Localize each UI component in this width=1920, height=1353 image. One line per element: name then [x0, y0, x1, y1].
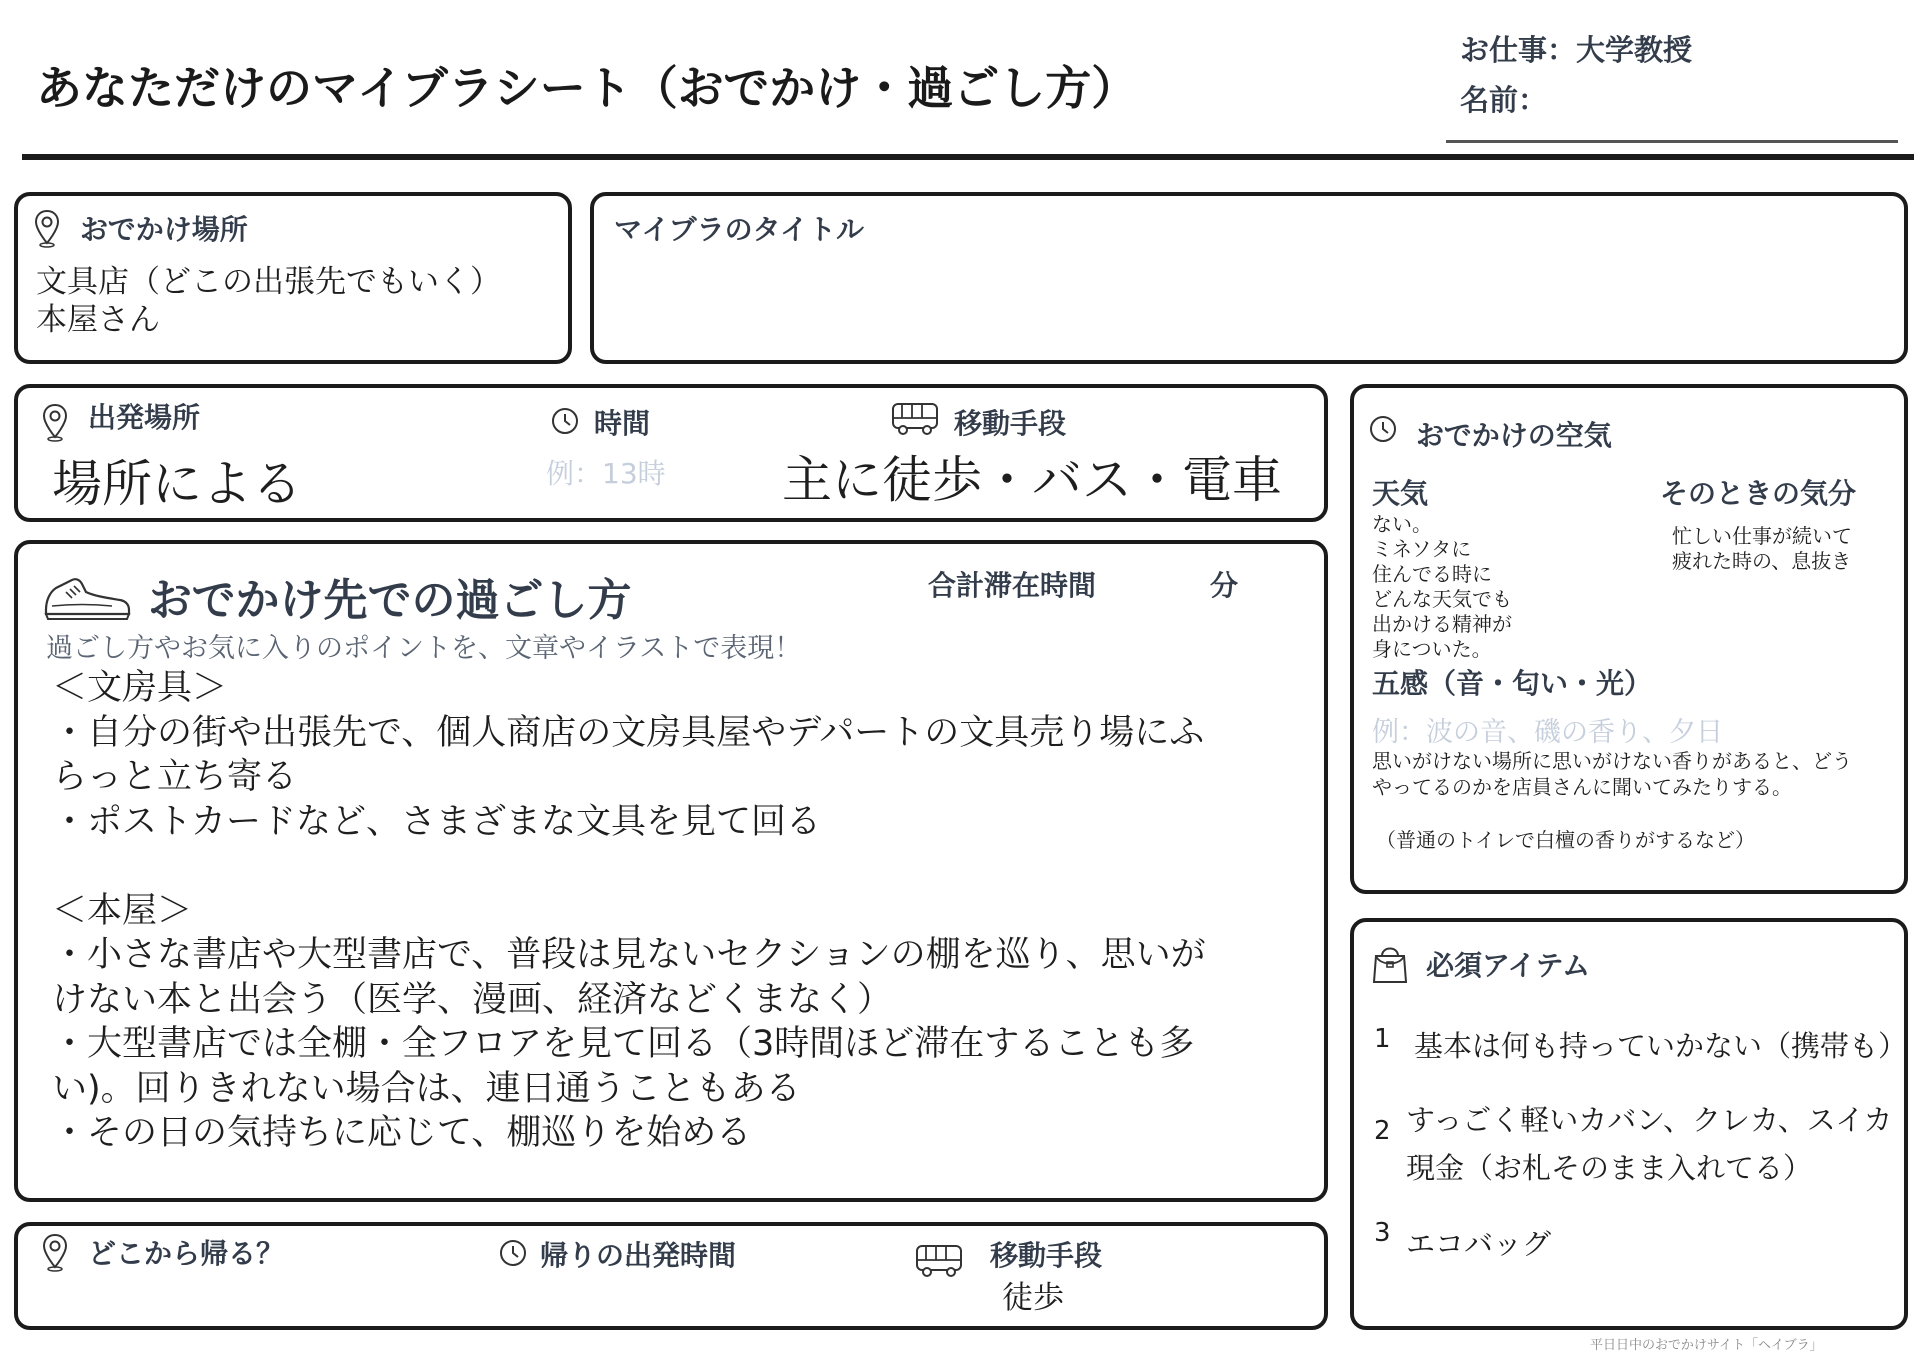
weather-line: どんな天気でも — [1372, 587, 1512, 611]
item-text: すっごく軽いカバン、クレカ、スイカ — [1406, 1103, 1893, 1137]
return-time-label: 帰りの出発時間 — [540, 1239, 737, 1272]
spend-body-line: けない本と出会う（医学、漫画、経済などくまなく） — [52, 979, 893, 1020]
stay-time-unit: 分 — [1210, 569, 1239, 602]
weather-text — [1372, 512, 1512, 662]
departure-place-label: 出発場所 — [88, 401, 201, 434]
senses-label: 五感（音・匂い・光） — [1372, 667, 1653, 700]
page-title: あなただけのマイブラシート（おでかけ・過ごし方） — [36, 61, 1138, 115]
weather-line: ない。 — [1372, 512, 1432, 536]
destination-label: おでかけ場所 — [80, 213, 248, 246]
item-text: 現金（お札そのまま入れてる） — [1406, 1151, 1813, 1185]
senses-note: （普通のトイレで白檀の香りがするなど） — [1376, 828, 1755, 852]
bus-icon — [890, 400, 940, 438]
spend-body-line: ・自分の街や出張先で、個人商店の文房具屋やデパートの文具売り場にふ — [52, 712, 1205, 753]
mood-line: 疲れた時の、息抜き — [1672, 549, 1852, 573]
spend-body-line: ＜本屋＞ — [52, 890, 193, 931]
spend-body-line: い)。回りきれない場合は、連日通うこともある — [52, 1068, 801, 1109]
destination-box — [14, 192, 572, 364]
departure-box — [14, 384, 1328, 522]
weather-line: 身についた。 — [1372, 637, 1492, 661]
senses-line: 思いがけない場所に思いがけない香りがあると、どう — [1372, 749, 1852, 773]
item-number: 1 — [1374, 1024, 1391, 1054]
weather-line: 住んでる時に — [1372, 562, 1492, 586]
departure-place-value: 場所による — [52, 455, 302, 513]
clock-icon — [498, 1238, 528, 1268]
spend-box — [14, 540, 1328, 1202]
mood-text — [1672, 524, 1852, 574]
item-text: エコバッグ — [1406, 1227, 1552, 1261]
atmosphere-box — [1350, 384, 1908, 894]
spend-body-line: ・その日の気持ちに応じて、棚巡りを始める — [52, 1113, 752, 1153]
location-pin-icon — [40, 402, 70, 442]
spend-body-line: ＜文房具＞ — [52, 668, 228, 708]
spend-body-line: らっと立ち寄る — [52, 757, 298, 797]
departure-transport-label: 移動手段 — [954, 407, 1067, 440]
atmosphere-label: おでかけの空気 — [1416, 419, 1612, 452]
mood-line: 忙しい仕事が続いて — [1672, 524, 1852, 548]
clock-icon — [1368, 414, 1398, 444]
return-transport-label: 移動手段 — [990, 1239, 1103, 1272]
stay-time-label: 合計滞在時間 — [928, 569, 1097, 602]
location-pin-icon — [40, 1232, 70, 1272]
return-transport-value: 徒歩 — [1002, 1280, 1064, 1316]
departure-transport-value: 主に徒歩・バス・電車 — [782, 451, 1282, 509]
destination-line-2: 本屋さん — [36, 302, 160, 338]
item-number: 3 — [1374, 1218, 1391, 1248]
weather-line: ミネソタに — [1372, 537, 1472, 561]
clock-icon — [550, 406, 580, 436]
footer-credit: 平日日中のおでかけサイト「ヘイブラ」 — [1590, 1338, 1823, 1353]
spend-title: おでかけ先での過ごし方 — [148, 575, 632, 626]
return-place-label: どこから帰る？ — [88, 1237, 285, 1270]
name-underline — [1446, 140, 1898, 143]
spend-body-line: ・小さな書店や大型書店で、普段は見ないセクションの棚を巡り、思いが — [52, 935, 1206, 975]
handbag-icon — [1370, 940, 1410, 986]
mybura-title-box — [590, 192, 1908, 364]
spend-subtitle: 過ごし方やお気に入りのポイントを、文章やイラストで表現！ — [46, 633, 802, 664]
spend-body-line — [52, 844, 1206, 889]
mood-label: そのときの気分 — [1660, 477, 1857, 510]
departure-time-label: 時間 — [594, 407, 651, 440]
items-box — [1350, 918, 1908, 1330]
items-label: 必須アイテム — [1426, 949, 1591, 982]
location-pin-icon — [32, 208, 62, 248]
name-label: 名前： — [1460, 83, 1548, 117]
mybura-title-label: マイブラのタイトル — [614, 213, 865, 246]
weather-line: 出かける精神が — [1372, 612, 1512, 636]
header-divider — [22, 154, 1914, 160]
spend-body-line: ・大型書店では全棚・全フロアを見て回る（3時間ほど滞在することも多 — [52, 1024, 1195, 1064]
job-label: お仕事：大学教授 — [1460, 33, 1693, 67]
item-text: 基本は何も持っていかない（携帯も） — [1414, 1029, 1908, 1063]
senses-text — [1372, 748, 1852, 800]
sneaker-icon — [42, 570, 132, 622]
spend-body — [52, 666, 1206, 1156]
weather-label: 天気 — [1372, 477, 1429, 510]
return-box — [14, 1222, 1328, 1330]
item-number: 2 — [1374, 1116, 1391, 1146]
senses-line: やってるのかを店員さんに聞いてみたりする。 — [1372, 775, 1792, 799]
spend-body-line: ・ポストカードなど、さまざまな文具を見て回る — [52, 801, 821, 842]
bus-icon — [914, 1242, 964, 1280]
departure-time-placeholder: 例：13時 — [546, 457, 666, 490]
destination-line-1: 文具店（どこの出張先でもいく） — [36, 264, 501, 300]
senses-placeholder: 例：波の音、磯の香り、夕日 — [1372, 717, 1723, 748]
